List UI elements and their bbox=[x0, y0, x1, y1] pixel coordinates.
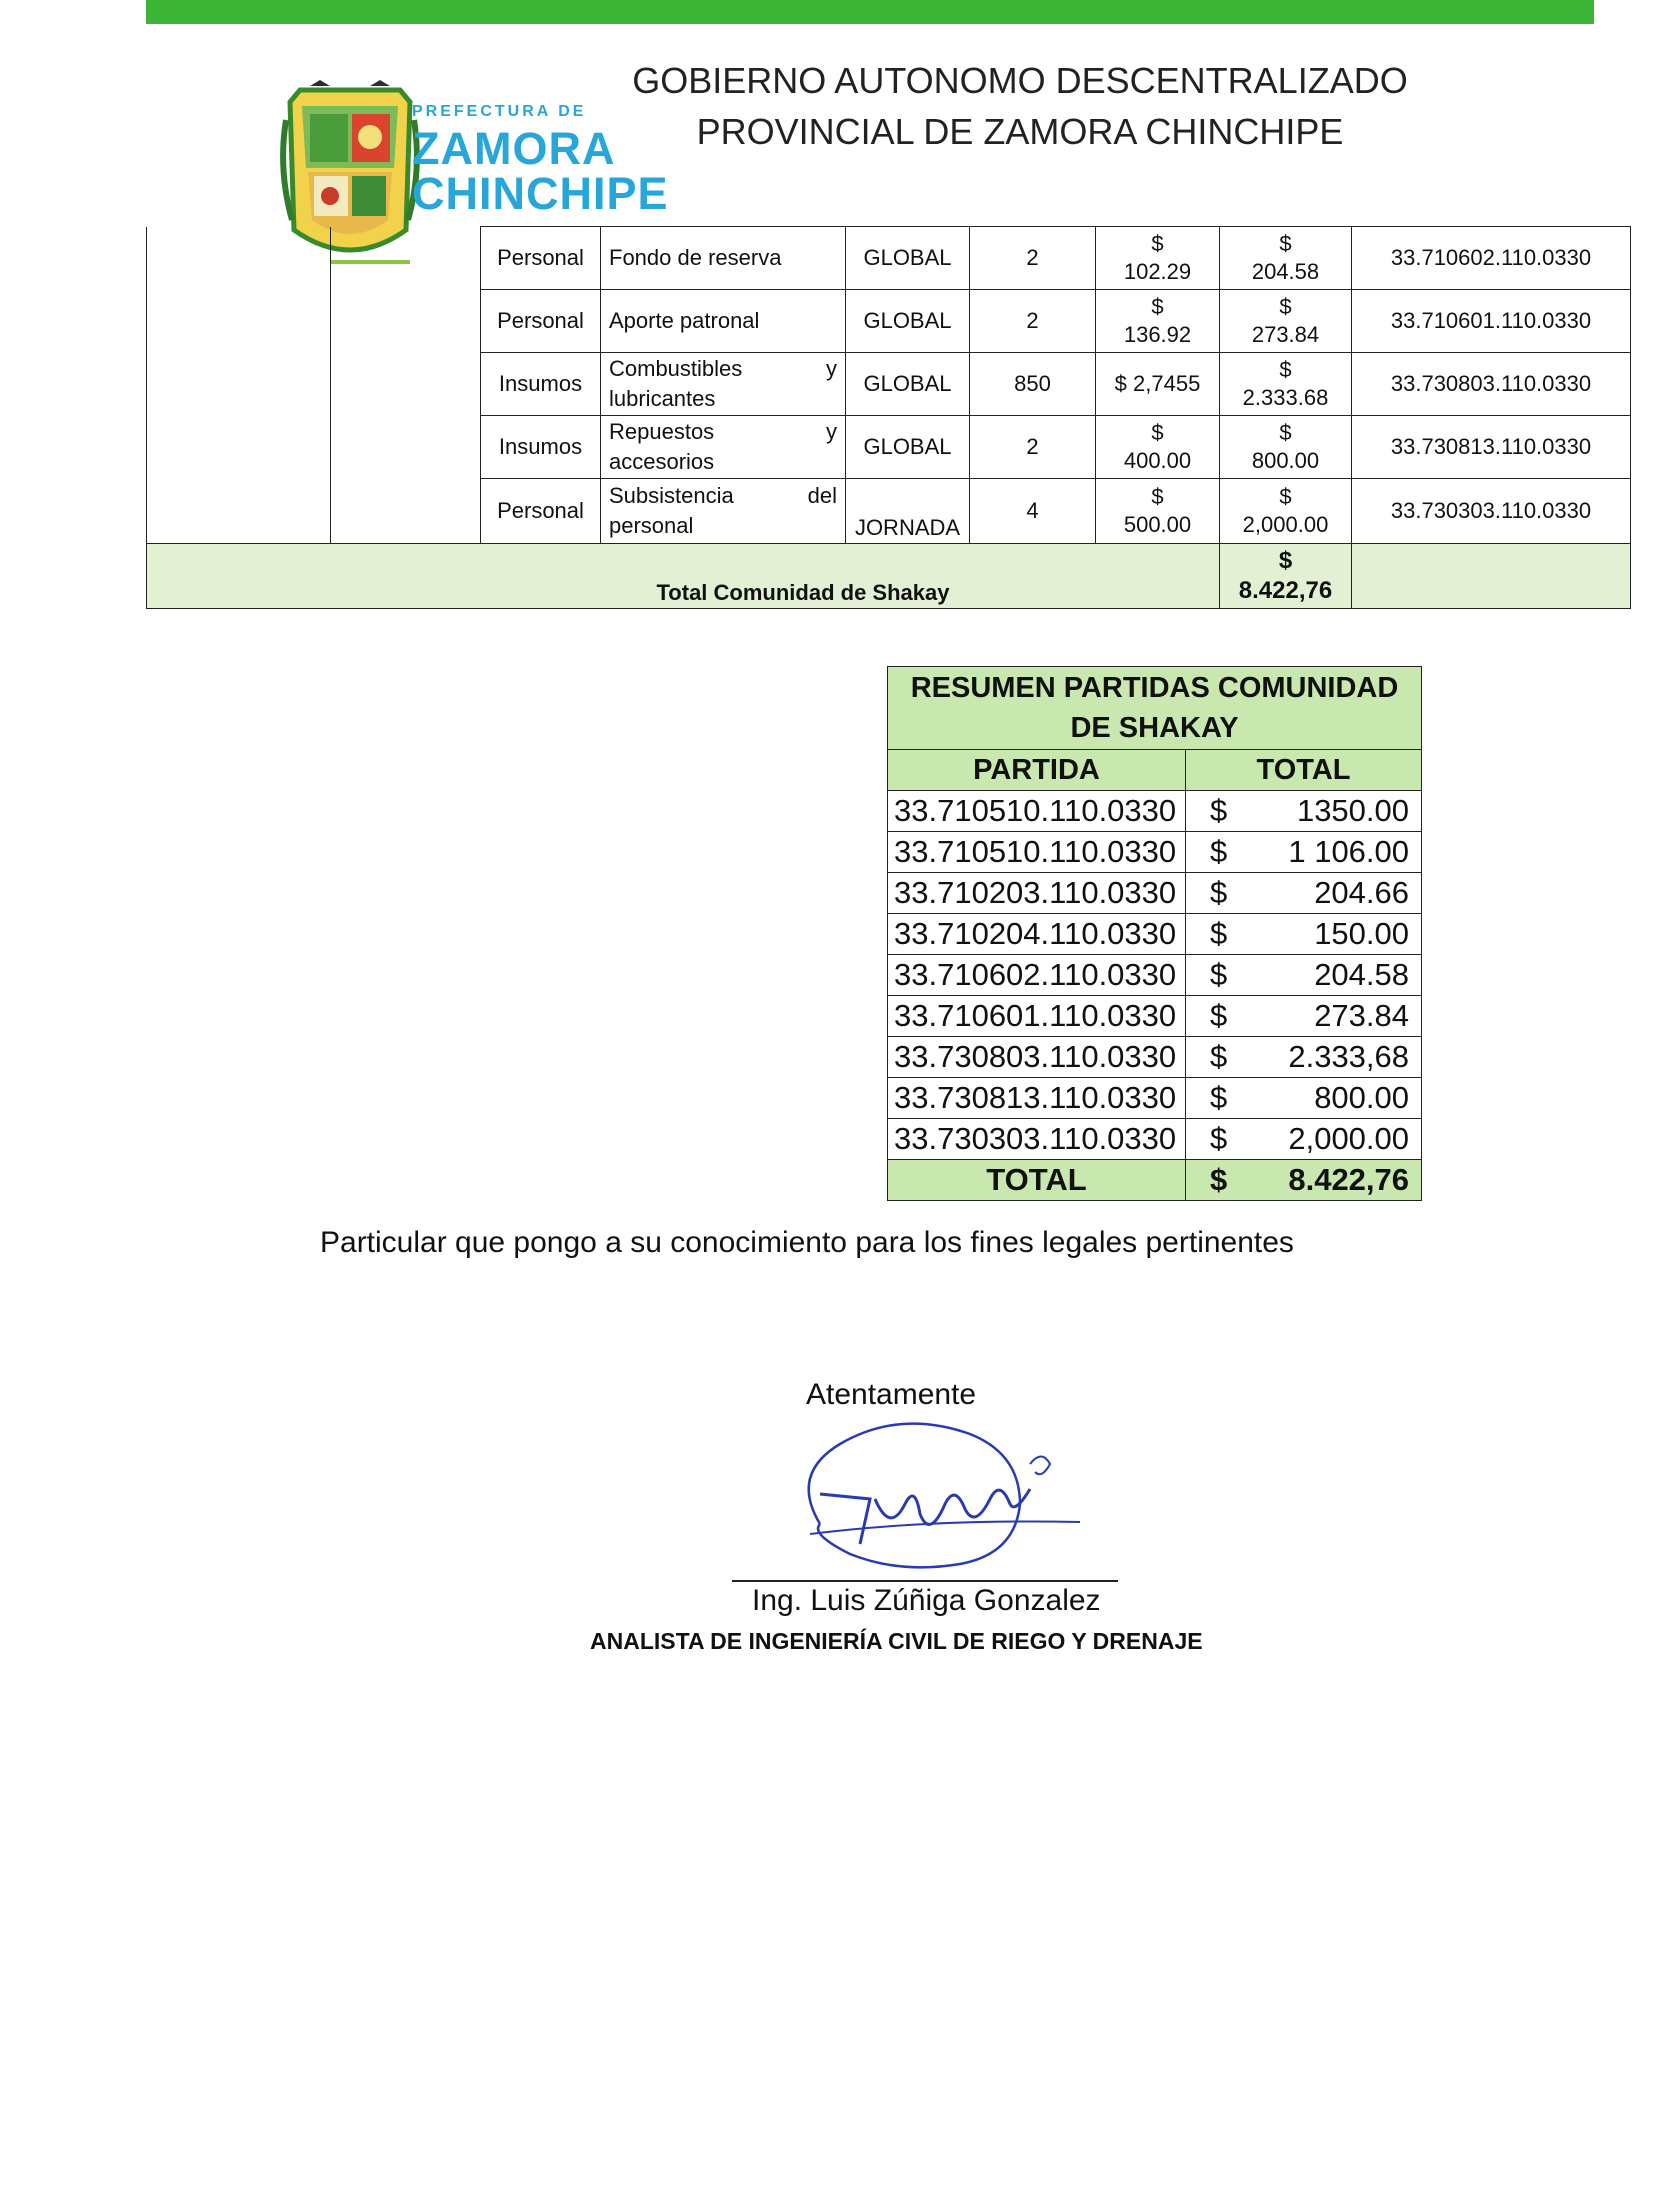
row-concept bbox=[601, 416, 846, 479]
table-row bbox=[147, 353, 1631, 416]
row-total bbox=[1220, 290, 1352, 353]
document-header-title bbox=[620, 55, 1420, 157]
total-value: 2,000.00 bbox=[1242, 512, 1329, 537]
price-value: 102.29 bbox=[1123, 259, 1192, 284]
summary-title bbox=[888, 667, 1422, 750]
currency-symbol: $ bbox=[1278, 547, 1293, 574]
total-value: 800.00 bbox=[1251, 448, 1320, 473]
row-category: Insumos bbox=[481, 416, 601, 479]
row-unit-price bbox=[1096, 290, 1220, 353]
concept-word: Repuestos bbox=[609, 419, 715, 444]
amount-value: 8.422,76 bbox=[1288, 1162, 1410, 1197]
amount-value: 2,000.00 bbox=[1288, 1121, 1410, 1156]
table-row bbox=[888, 1078, 1422, 1119]
row-unit: GLOBAL bbox=[846, 416, 970, 479]
total-value: 204.58 bbox=[1251, 259, 1320, 284]
row-category: Personal bbox=[481, 290, 601, 353]
closing-statement: Particular que pongo a su conocimiento para los fines legales pertinentes bbox=[320, 1226, 1294, 1259]
currency-symbol: $ bbox=[1151, 484, 1164, 509]
currency-symbol: $ bbox=[1279, 294, 1292, 319]
amount-value: 800.00 bbox=[1314, 1080, 1410, 1115]
amount-value: 1 106.00 bbox=[1288, 834, 1410, 869]
currency-symbol: $ bbox=[1210, 916, 1228, 951]
summary-partida: 33.730803.110.0330 bbox=[888, 1037, 1186, 1078]
table-row bbox=[888, 832, 1422, 873]
row-concept bbox=[601, 353, 846, 416]
summary-total-row bbox=[888, 1160, 1422, 1201]
row-partida: 33.710602.110.0330 bbox=[1352, 227, 1631, 290]
logo-line-1: PREFECTURA DE bbox=[412, 103, 587, 120]
row-qty: 850 bbox=[970, 353, 1096, 416]
currency-symbol: $ bbox=[1210, 1162, 1228, 1197]
amount-value: 204.66 bbox=[1314, 875, 1410, 910]
table-row bbox=[147, 416, 1631, 479]
currency-symbol: $ bbox=[1151, 231, 1164, 256]
budget-detail-table bbox=[146, 226, 1631, 609]
currency-symbol: $ bbox=[1151, 294, 1164, 319]
currency-symbol: $ bbox=[1210, 793, 1228, 828]
row-partida: 33.730813.110.0330 bbox=[1352, 416, 1631, 479]
summary-total-label: TOTAL bbox=[888, 1160, 1186, 1201]
top-green-bar bbox=[146, 0, 1594, 24]
logo-line-2: ZAMORA bbox=[412, 123, 616, 174]
summary-amount bbox=[1186, 832, 1422, 873]
header-title-line-2: PROVINCIAL DE ZAMORA CHINCHIPE bbox=[696, 111, 1344, 152]
summary-partida: 33.710510.110.0330 bbox=[888, 832, 1186, 873]
table-row bbox=[888, 1119, 1422, 1160]
summary-title-line-1: RESUMEN PARTIDAS COMUNIDAD bbox=[910, 672, 1399, 704]
handwritten-signature bbox=[780, 1404, 1100, 1584]
total-row bbox=[147, 544, 1631, 609]
signer-name: Ing. Luis Zúñiga Gonzalez bbox=[752, 1584, 1101, 1617]
row-qty: 4 bbox=[970, 479, 1096, 544]
row-unit-price bbox=[1096, 227, 1220, 290]
summary-amount bbox=[1186, 955, 1422, 996]
summary-title-row bbox=[888, 667, 1422, 750]
currency-symbol: $ bbox=[1279, 231, 1292, 256]
row-total bbox=[1220, 353, 1352, 416]
summary-amount bbox=[1186, 914, 1422, 955]
table-row bbox=[147, 227, 1631, 290]
signature-line bbox=[732, 1580, 1118, 1582]
table-row bbox=[888, 1037, 1422, 1078]
row-qty: 2 bbox=[970, 416, 1096, 479]
row-unit: JORNADA bbox=[846, 479, 970, 544]
header-title-line-1: GOBIERNO AUTONOMO DESCENTRALIZADO bbox=[632, 60, 1408, 101]
price-value: 136.92 bbox=[1123, 322, 1192, 347]
total-label bbox=[147, 544, 1220, 609]
summary-amount bbox=[1186, 1119, 1422, 1160]
currency-symbol: $ bbox=[1210, 834, 1228, 869]
concept-word: personal bbox=[609, 513, 694, 538]
table-row bbox=[888, 996, 1422, 1037]
col-header-total: TOTAL bbox=[1186, 750, 1422, 791]
row-unit-price: $ 2,7455 bbox=[1096, 353, 1220, 416]
summary-title-line-2: DE SHAKAY bbox=[1070, 712, 1239, 744]
currency-symbol: $ bbox=[1210, 998, 1228, 1033]
price-value: 500.00 bbox=[1123, 512, 1192, 537]
currency-symbol: $ bbox=[1279, 484, 1292, 509]
summary-total-amount bbox=[1186, 1160, 1422, 1201]
summary-partida: 33.710203.110.0330 bbox=[888, 873, 1186, 914]
price-value: 400.00 bbox=[1123, 448, 1192, 473]
currency-symbol: $ bbox=[1210, 875, 1228, 910]
summary-amount bbox=[1186, 873, 1422, 914]
currency-symbol: $ bbox=[1210, 1080, 1228, 1115]
summary-amount bbox=[1186, 1078, 1422, 1119]
row-unit: GLOBAL bbox=[846, 290, 970, 353]
table-row bbox=[888, 955, 1422, 996]
amount-value: 204.58 bbox=[1314, 957, 1410, 992]
amount-value: 150.00 bbox=[1314, 916, 1410, 951]
concept-word: accesorios bbox=[609, 449, 715, 474]
table-row bbox=[888, 791, 1422, 832]
concept-word: y bbox=[826, 419, 837, 444]
table-row bbox=[888, 873, 1422, 914]
logo-line-3: CHINCHIPE bbox=[412, 168, 669, 219]
summary-amount bbox=[1186, 791, 1422, 832]
table-row bbox=[147, 290, 1631, 353]
row-qty: 2 bbox=[970, 290, 1096, 353]
row-unit-price bbox=[1096, 479, 1220, 544]
total-value: 2.333.68 bbox=[1242, 385, 1329, 410]
row-concept bbox=[601, 479, 846, 544]
row-unit: GLOBAL bbox=[846, 227, 970, 290]
concept-word: y bbox=[826, 356, 837, 381]
currency-symbol: $ bbox=[1151, 420, 1164, 445]
summary-partida: 33.710510.110.0330 bbox=[888, 791, 1186, 832]
amount-value: 273.84 bbox=[1314, 998, 1410, 1033]
currency-symbol: $ bbox=[1279, 420, 1292, 445]
row-concept: Aporte patronal bbox=[601, 290, 846, 353]
signer-role: ANALISTA DE INGENIERÍA CIVIL DE RIEGO Y DRENAJE bbox=[590, 1628, 1203, 1654]
row-partida: 33.730303.110.0330 bbox=[1352, 479, 1631, 544]
summary-partida: 33.730813.110.0330 bbox=[888, 1078, 1186, 1119]
row-total bbox=[1220, 416, 1352, 479]
row-total bbox=[1220, 479, 1352, 544]
row-total bbox=[1220, 227, 1352, 290]
row-partida: 33.710601.110.0330 bbox=[1352, 290, 1631, 353]
row-unit-price bbox=[1096, 416, 1220, 479]
row-category: Insumos bbox=[481, 353, 601, 416]
summary-partida: 33.710602.110.0330 bbox=[888, 955, 1186, 996]
concept-word: Subsistencia bbox=[609, 483, 734, 508]
budget-rows bbox=[147, 227, 1631, 609]
currency-symbol: $ bbox=[1210, 1039, 1228, 1074]
row-unit: GLOBAL bbox=[846, 353, 970, 416]
summary-partida: 33.710601.110.0330 bbox=[888, 996, 1186, 1037]
summary-amount bbox=[1186, 1037, 1422, 1078]
summary-amount bbox=[1186, 996, 1422, 1037]
summary-header-row bbox=[888, 750, 1422, 791]
currency-symbol: $ bbox=[1279, 357, 1292, 382]
concept-word: Combustibles bbox=[609, 356, 743, 381]
table-row bbox=[888, 914, 1422, 955]
summary-partida: 33.710204.110.0330 bbox=[888, 914, 1186, 955]
total-value: 8.422,76 bbox=[1238, 577, 1333, 604]
amount-value: 2.333,68 bbox=[1288, 1039, 1410, 1074]
total-amount bbox=[1220, 544, 1352, 609]
summary-partida: 33.730303.110.0330 bbox=[888, 1119, 1186, 1160]
currency-symbol: $ bbox=[1210, 957, 1228, 992]
amount-value: 1350.00 bbox=[1296, 793, 1410, 828]
table-row bbox=[147, 479, 1631, 544]
total-value: 273.84 bbox=[1251, 322, 1320, 347]
col-header-partida: PARTIDA bbox=[888, 750, 1186, 791]
currency-symbol: $ bbox=[1210, 1121, 1228, 1156]
row-category: Personal bbox=[481, 227, 601, 290]
closing-salutation: Atentamente bbox=[806, 1378, 977, 1411]
summary-table bbox=[887, 666, 1422, 1201]
row-category: Personal bbox=[481, 479, 601, 544]
row-qty: 2 bbox=[970, 227, 1096, 290]
concept-word: lubricantes bbox=[609, 386, 716, 411]
concept-word: del bbox=[807, 483, 837, 508]
row-concept: Fondo de reserva bbox=[601, 227, 846, 290]
total-label-text: Total Comunidad de Shakay bbox=[656, 580, 950, 605]
row-partida: 33.730803.110.0330 bbox=[1352, 353, 1631, 416]
